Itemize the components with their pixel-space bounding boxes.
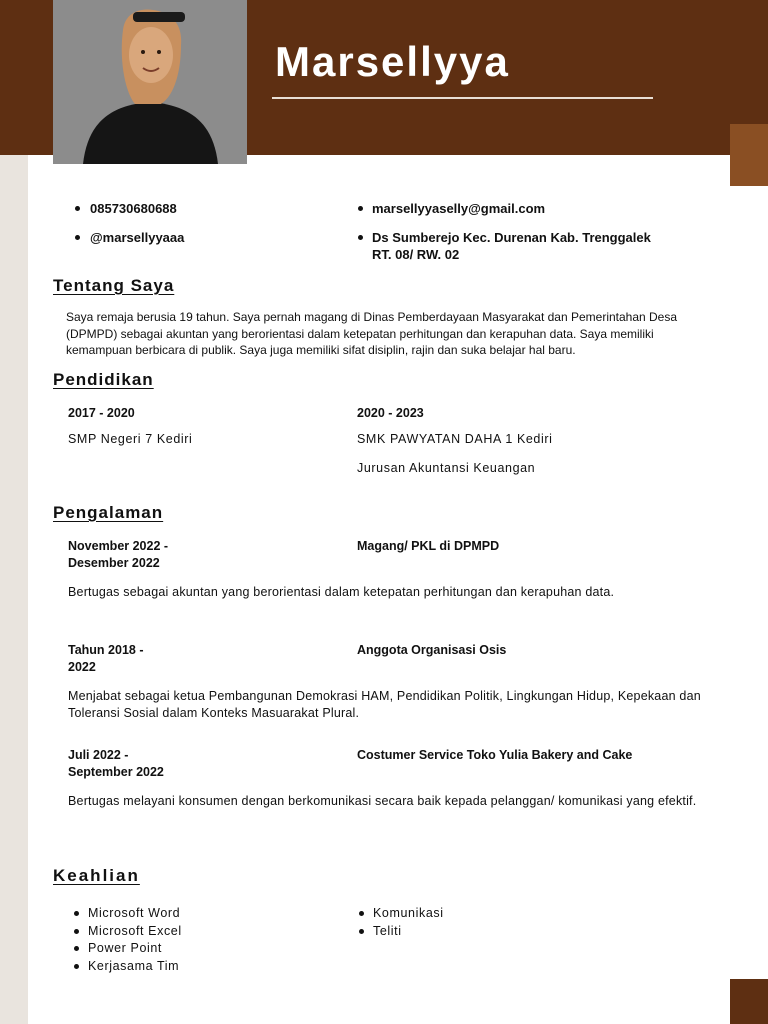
experience-date-3b: September 2022 (68, 765, 164, 779)
section-title-experience: Pengalaman (53, 503, 164, 522)
bullet (358, 206, 363, 211)
address-line-1: Ds Sumberejo Kec. Durenan Kab. Trenggalek (372, 230, 651, 245)
skill-item: Microsoft Excel (88, 923, 182, 941)
section-title-about: Tentang Saya (53, 276, 175, 295)
address-line-2: RT. 08/ RW. 02 (372, 247, 460, 262)
candidate-name: Marsellyya (275, 38, 510, 85)
skill-item: Microsoft Word (88, 905, 182, 923)
skill-item: Teliti (373, 923, 444, 941)
about-text: Saya remaja berusia 19 tahun. Saya pernah magang di Dinas Pemberdayaan Masyarakat dan Pemerintahan Desa (DPMPD) sebagai akuntan yang berorientasi dalam ketepatan perhitungan dan kerapuhan data. Saya memiliki kemampuan berbicara di publik. Saya juga memiliki sifat disiplin, rajin dan suka belajar hal baru. (66, 310, 678, 357)
phone-number: 085730680688 (90, 201, 177, 216)
skills-list-right (373, 905, 444, 940)
bullet (358, 235, 363, 240)
experience-desc-1: Bertugas sebagai akuntan yang berorientasi dalam ketepatan perhitungan dan kerapuhan data. (68, 585, 615, 599)
bullet (75, 206, 80, 211)
accent-block-top (730, 124, 768, 186)
experience-date-1b: Desember 2022 (68, 556, 160, 570)
bullet (75, 235, 80, 240)
experience-date-2b: 2022 (68, 660, 96, 674)
skill-item: Komunikasi (373, 905, 444, 923)
experience-role-2: Anggota Organisasi Osis (357, 643, 507, 657)
name-divider (272, 97, 653, 99)
section-title-education: Pendidikan (53, 370, 154, 389)
education-school-2: SMK PAWYATAN DAHA 1 Kediri (357, 432, 553, 446)
experience-date-2a: Tahun 2018 - (68, 643, 144, 657)
portrait-illustration (53, 0, 247, 164)
accent-block-bottom (730, 979, 768, 1024)
experience-date-1a: November 2022 - (68, 539, 169, 553)
skill-item: Kerjasama Tim (88, 958, 182, 976)
skills-list-left (88, 905, 182, 975)
experience-date-3a: Juli 2022 - (68, 748, 129, 762)
education-major-2: Jurusan Akuntansi Keuangan (357, 461, 536, 475)
instagram-handle: @marsellyyaaa (90, 230, 185, 245)
education-years-2: 2020 - 2023 (357, 406, 424, 420)
experience-role-3: Costumer Service Toko Yulia Bakery and Cake (357, 748, 633, 762)
experience-role-1: Magang/ PKL di DPMPD (357, 539, 500, 553)
education-years-1: 2017 - 2020 (68, 406, 135, 420)
skill-item: Power Point (88, 940, 182, 958)
section-title-skills: Keahlian (53, 866, 140, 885)
left-decor-strip (0, 155, 28, 1024)
education-school-1: SMP Negeri 7 Kediri (68, 432, 193, 446)
experience-desc-2: Menjabat sebagai ketua Pembangunan Demokrasi HAM, Pendidikan Politik, Lingkungan Hidup, Kepekaan dan Toleransi Sosial dalam Konteks Masuarakat Plural. (68, 689, 701, 720)
email-address: marsellyyasellу@gmail.com (372, 201, 546, 216)
experience-desc-3: Bertugas melayani konsumen dengan berkomunikasi secara baik kepada pelanggan/ komunikasi yang efektif. (68, 794, 697, 808)
profile-photo (53, 0, 247, 164)
